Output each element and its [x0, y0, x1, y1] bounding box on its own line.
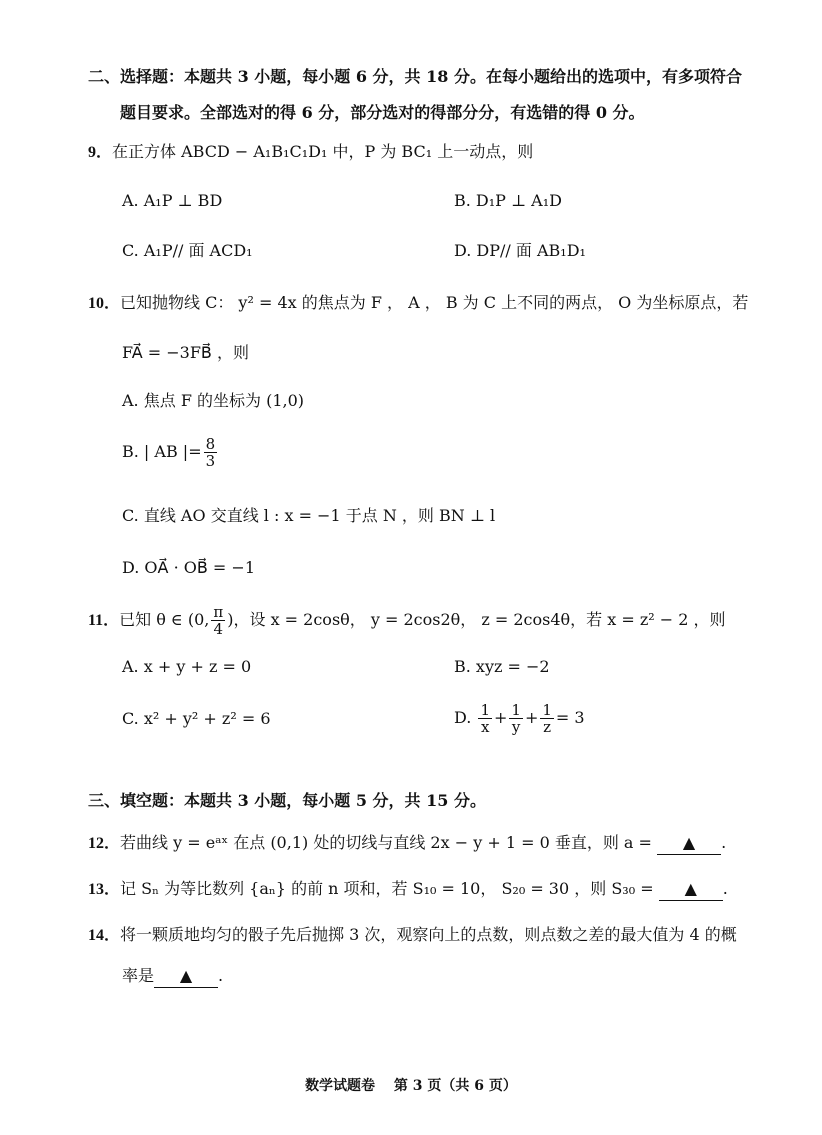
period: .: [722, 879, 728, 898]
fraction-numerator: 1: [511, 701, 521, 719]
question-9: [88, 141, 533, 164]
q9-option-d: D. DP// 面 AB₁D₁: [454, 241, 586, 260]
fraction-numerator: 1: [542, 701, 552, 719]
question-text-line2: 率是: [122, 966, 155, 985]
period: .: [721, 833, 727, 852]
question-11: [88, 600, 726, 641]
page-footer: 数学试题卷 第 3 页（共 6 页）: [305, 1078, 517, 1094]
fraction-denominator: x: [480, 718, 490, 736]
q10-stem-line2: FA⃗ = −3FB⃗ ，则: [122, 343, 249, 362]
question-13: [88, 878, 728, 901]
answer-blank[interactable]: ▲: [154, 965, 218, 988]
q9-option-a: A. A₁P ⊥ BD: [122, 191, 223, 210]
question-stem-line1: 已知抛物线 C： y² = 4x 的焦点为 F ， A ， B 为 C 上不同的两点， O 为坐标原点，若: [120, 293, 749, 312]
answer-blank[interactable]: ▲: [657, 832, 721, 855]
question-number: 10．: [88, 295, 121, 312]
question-text: 若曲线 y = eᵃˣ 在点 (0,1) 处的切线与直线 2x − y + 1 = 0 垂直，则 a =: [120, 833, 652, 852]
q11-option-d: D. $\frac{1}{x}$ + $\frac{1}{y}$ + $\frac{1}{z}$ = 3: [454, 701, 585, 736]
section2-heading-line1: 二、选择题：本题共 3 小题，每小题 6 分，共 18 分。在每小题给出的选项中，有多项符合: [88, 67, 742, 86]
question-12: [88, 832, 726, 855]
q11-option-a: A. x + y + z = 0: [122, 657, 252, 676]
q10-option-a: A. 焦点 F 的坐标为 (1,0): [122, 391, 305, 410]
option-d-label: D.: [454, 708, 472, 727]
question-number: 12．: [88, 835, 121, 852]
period: .: [218, 966, 224, 985]
fraction-numerator: 1: [480, 701, 490, 719]
q9-option-c: C. A₁P// 面 ACD₁: [122, 241, 253, 260]
fraction-denominator: y: [511, 718, 521, 736]
answer-blank[interactable]: ▲: [659, 878, 723, 901]
question-number: 14．: [88, 927, 121, 944]
fraction-1-y: [509, 702, 523, 735]
fraction-1-x: [478, 702, 492, 735]
section3-heading: 三、填空题：本题共 3 小题，每小题 5 分，共 15 分。: [88, 791, 486, 810]
question-number: 9．: [88, 144, 113, 161]
stem-prefix: 已知 θ ∈ (0,: [119, 610, 210, 629]
section2-heading-line2: 题目要求。全部选对的得 6 分，部分选对的得部分分，有选错的得 0 分。: [120, 103, 645, 122]
q10-option-d: D. OA⃗ · OB⃗ = −1: [122, 558, 256, 577]
question-number: 13．: [88, 881, 121, 898]
question-text-line1: 将一颗质地均匀的骰子先后抛掷 3 次，观察向上的点数，则点数之差的最大值为 4 的概: [120, 925, 737, 944]
q14-text-line2: [122, 965, 223, 988]
question-10: [88, 292, 748, 315]
question-text: 记 Sₙ 为等比数列 {aₙ} 的前 n 项和，若 S₁₀ = 10， S₂₀ = 30 ，则 S₃₀ =: [120, 879, 654, 898]
question-number: 11．: [88, 612, 120, 629]
stem-suffix: )，设 x = 2cosθ， y = 2cos2θ， z = 2cos4θ，若 x = z² − 2 ，则: [227, 610, 726, 629]
fraction-pi-4: [211, 604, 225, 637]
q11-option-c: C. x² + y² + z² = 6: [122, 709, 271, 728]
fraction-numerator: π: [213, 603, 224, 621]
option-b-label: B. | AB |=: [122, 442, 202, 461]
option-d-equals: = 3: [555, 708, 585, 727]
fraction-numerator: 8: [205, 435, 216, 453]
q9-option-b: B. D₁P ⊥ A₁D: [454, 191, 562, 210]
q10-option-b: [122, 432, 219, 472]
question-14: [88, 924, 737, 947]
fraction-denominator: 4: [213, 620, 224, 638]
fraction-denominator: 3: [205, 452, 216, 470]
fraction-denominator: z: [543, 718, 552, 736]
fraction-8-3: [204, 436, 218, 469]
fraction-1-z: [540, 702, 554, 735]
q10-option-c: C. 直线 AO 交直线 l : x = −1 于点 N ，则 BN ⊥ l: [122, 506, 496, 525]
q11-option-b: B. xyz = −2: [454, 657, 550, 676]
question-stem: 在正方体 ABCD − A₁B₁C₁D₁ 中，P 为 BC₁ 上一动点，则: [112, 142, 534, 161]
